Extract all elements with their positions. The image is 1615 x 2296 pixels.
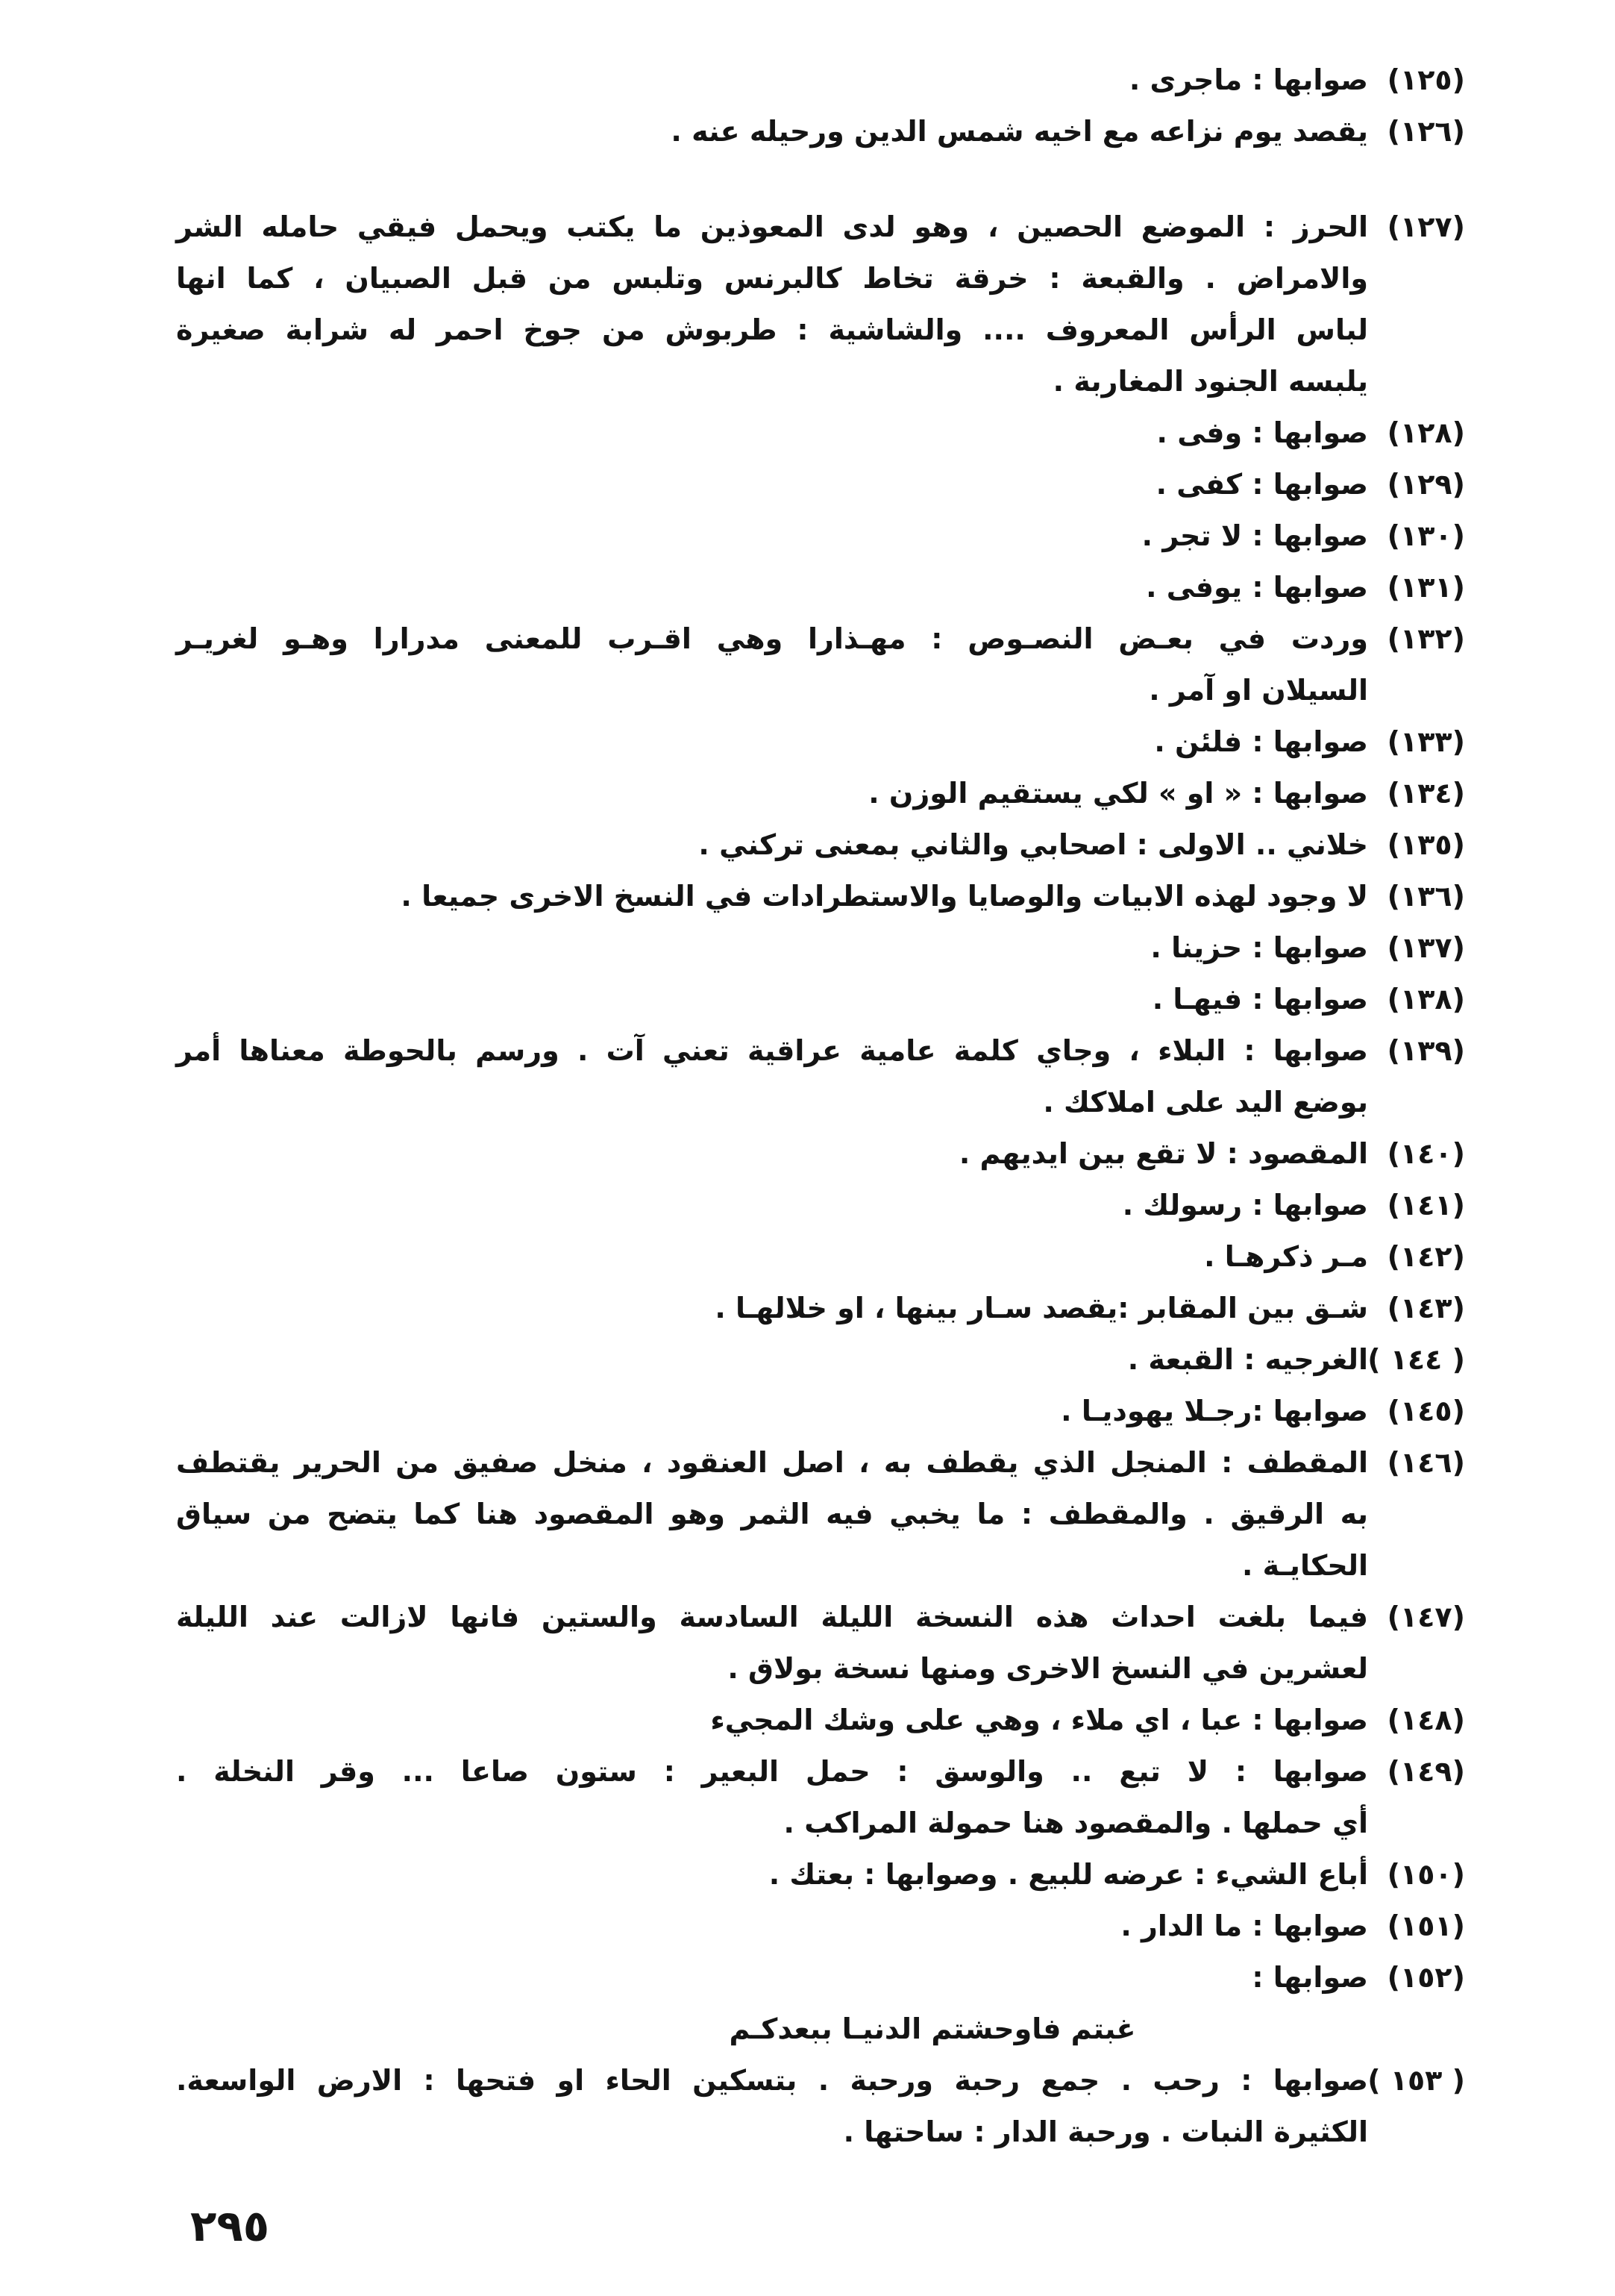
- footnote-number: (١٤٣): [1387, 1292, 1465, 1324]
- footnote-line: صوابها :: [1252, 1961, 1368, 1994]
- footnote-number: (١٣٢): [1387, 622, 1465, 655]
- footnote-text: [176, 1180, 1368, 1231]
- footnote-number: ( ١٤٤ ): [1367, 1343, 1465, 1376]
- footnote-text: [176, 201, 1368, 407]
- footnote-text: [176, 562, 1368, 613]
- footnote-152-verse: غبتم فاوحشتم الدنيـا ببعدكـم: [729, 2012, 1136, 2045]
- footnote-number: (١٢٥): [1387, 63, 1465, 96]
- footnote-line: صوابها :رجـلا يهوديـا .: [1061, 1395, 1368, 1427]
- footnote-line: الحكايـة .: [1241, 1549, 1368, 1582]
- footnote-139: [176, 1025, 1465, 1128]
- footnote-text: [176, 1334, 1368, 1386]
- footnote-number: (١٥١): [1387, 1909, 1465, 1942]
- footnote-line: السيلان او آمر .: [1149, 674, 1368, 707]
- footnote-143: [176, 1283, 1465, 1334]
- footnote-line: صوابها : فيهـا .: [1152, 983, 1368, 1016]
- footnote-132: [176, 613, 1465, 716]
- footnote-138: [176, 974, 1465, 1025]
- footnote-number: (١٢٨): [1387, 416, 1465, 449]
- footnote-127: [176, 201, 1465, 407]
- footnote-line: صوابها : ما الدار .: [1120, 1909, 1368, 1942]
- footnote-text: [176, 1231, 1368, 1283]
- footnote-153: [176, 2055, 1465, 2158]
- footnote-line: لعشرين في النسخ الاخرى ومنها نسخة بولاق .: [727, 1652, 1368, 1685]
- footnote-line: صوابها : حزينا .: [1150, 931, 1368, 964]
- footnote-text: [176, 1746, 1368, 1849]
- footnote-text: [176, 1592, 1368, 1695]
- footnote-131: [176, 562, 1465, 613]
- footnote-text: [176, 871, 1368, 922]
- footnote-130: [176, 510, 1465, 562]
- footnote-number: (١٤٥): [1387, 1395, 1465, 1427]
- page-number: ٢٩٥: [190, 2200, 270, 2251]
- footnote-142: [176, 1231, 1465, 1283]
- footnote-text: [176, 819, 1368, 871]
- footnote-line: صوابها : رسولك .: [1122, 1189, 1368, 1221]
- footnote-137: [176, 922, 1465, 974]
- footnote-text: [176, 106, 1368, 157]
- footnote-147: [176, 1592, 1465, 1695]
- footnote-line: صوابها : عبا ، اي ملاء ، وهي على وشك المجيء: [710, 1704, 1368, 1736]
- footnote-151: [176, 1901, 1465, 1952]
- footnote-number: (١٤١): [1387, 1189, 1465, 1221]
- footnote-136: [176, 871, 1465, 922]
- footnote-number: (١٣٠): [1387, 519, 1465, 552]
- footnote-text: [176, 54, 1368, 106]
- footnote-number: (١٢٦): [1387, 115, 1465, 148]
- footnote-150: [176, 1849, 1465, 1901]
- footnote-line: صوابها : البلاء ، وجاي كلمة عامية عراقية تعني آت . ورسم بالحوطة معناها أمر: [176, 1034, 1368, 1067]
- footnote-number: (١٥٠): [1387, 1858, 1465, 1891]
- footnote-number: (١٤٨): [1387, 1704, 1465, 1736]
- footnote-line: يقصد يوم نزاعه مع اخيه شمس الدين ورحيله عنه .: [671, 115, 1368, 148]
- footnote-text: [176, 1437, 1368, 1592]
- footnote-152: [176, 1952, 1465, 2003]
- footnote-number: (١٤٩): [1387, 1755, 1465, 1788]
- footnote-text: [176, 1128, 1368, 1180]
- footnote-text: [176, 1386, 1368, 1437]
- footnote-text: [176, 2055, 1368, 2158]
- footnote-line: صوابها : « او » لكي يستقيم الوزن .: [868, 777, 1368, 810]
- footnote-number: ( ١٥٣ ): [1367, 2064, 1465, 2097]
- footnote-line: به الرقيق . والمقطف : ما يخبي فيه الثمر وهو المقصود هنا كما يتضح من سياق: [176, 1498, 1368, 1530]
- footnote-140: [176, 1128, 1465, 1180]
- footnote-text: [176, 716, 1368, 768]
- footnote-text: [176, 1695, 1368, 1746]
- footnote-135: [176, 819, 1465, 871]
- footnote-line: الغرجيه : القبعة .: [1127, 1343, 1368, 1376]
- footnote-text: [176, 768, 1368, 819]
- footnote-line: الحرز : الموضع الحصين ، وهو لدى المعوذين ما يكتب ويحمل فيقي حامله الشر: [176, 210, 1368, 243]
- footnote-line: أباع الشيء : عرضه للبيع . وصوابها : بعتك .: [768, 1858, 1368, 1891]
- footnote-line: المقطف : المنجل الذي يقطف به ، اصل العنقود ، منخل صفيق من الحرير يقتطف: [176, 1446, 1368, 1479]
- footnote-text: [176, 1025, 1368, 1128]
- footnote-number: (١٥٢): [1387, 1961, 1465, 1994]
- footnote-125: [176, 54, 1465, 106]
- footnote-128: [176, 407, 1465, 459]
- footnote-146: [176, 1437, 1465, 1592]
- footnote-text: [176, 613, 1368, 716]
- footnote-text: [176, 1952, 1368, 2003]
- footnote-line: شـق بين المقابر :يقصد سـار بينها ، او خلالهـا .: [715, 1292, 1368, 1324]
- footnote-text: [176, 974, 1368, 1025]
- footnote-number: (١٤٧): [1387, 1601, 1465, 1633]
- footnote-line: صوابها : فلئن .: [1154, 725, 1368, 758]
- footnote-number: (١٣٨): [1387, 983, 1465, 1016]
- footnote-line: صوابها : يوفى .: [1146, 571, 1368, 604]
- footnote-number: (١٢٧): [1387, 210, 1465, 243]
- footnote-line: أي حملها . والمقصود هنا حمولة المراكب .: [783, 1807, 1368, 1839]
- footnote-number: (١٤٠): [1387, 1137, 1465, 1170]
- footnote-126: [176, 106, 1465, 157]
- footnote-number: (١٤٢): [1387, 1240, 1465, 1273]
- footnote-number: (١٢٩): [1387, 468, 1465, 501]
- footnote-line: صوابها : كفى .: [1155, 468, 1368, 501]
- footnote-line: صوابها : لا تبع .. والوسق : حمل البعير : ستون صاعا ... وقر النخلة .: [176, 1755, 1368, 1788]
- footnote-number: (١٣٣): [1387, 725, 1465, 758]
- footnote-line: صوابها : لا تجر .: [1141, 519, 1368, 552]
- footnote-line: فيما بلغت احداث هذه النسخة الليلة السادسة والستين فانها لازالت عند الليلة: [176, 1601, 1368, 1633]
- footnote-line: لباس الرأس المعروف .... والشاشية : طربوش من جوخ احمر له شرابة صغيرة: [176, 313, 1368, 346]
- footnote-line: المقصود : لا تقع بين ايديهم .: [959, 1137, 1368, 1170]
- footnote-text: [176, 407, 1368, 459]
- footnote-149: [176, 1746, 1465, 1849]
- footnote-line: صوابها : رحب . جمع رحبة ورحبة . بتسكين الحاء او فتحها : الارض الواسعة.: [176, 2064, 1368, 2097]
- footnote-number: (١٣٤): [1387, 777, 1465, 810]
- footnote-text: [176, 459, 1368, 510]
- footnote-141: [176, 1180, 1465, 1231]
- footnote-number: (١٣٧): [1387, 931, 1465, 964]
- footnote-line: بوضع اليد على املاكك .: [1043, 1086, 1368, 1119]
- footnote-number: (١٤٦): [1387, 1446, 1465, 1479]
- footnote-134: [176, 768, 1465, 819]
- footnote-line: مـر ذكرهـا .: [1204, 1240, 1368, 1273]
- footnote-line: لا وجود لهذه الابيات والوصايا والاستطرادات في النسخ الاخرى جميعا .: [401, 880, 1368, 913]
- footnotes-list: [176, 54, 1465, 2158]
- footnote-148: [176, 1695, 1465, 1746]
- footnote-line: الكثيرة النبات . ورحبة الدار : ساحتها .: [843, 2115, 1368, 2148]
- footnote-line: والامراض . والقبعة : خرقة تخاط كالبرنس وتلبس من قبل الصبيان ، كما انها: [176, 262, 1368, 295]
- footnote-text: [176, 1283, 1368, 1334]
- footnote-129: [176, 459, 1465, 510]
- footnote-text: [176, 510, 1368, 562]
- footnote-144: [176, 1334, 1465, 1386]
- footnote-number: (١٣١): [1387, 571, 1465, 604]
- footnote-text: [176, 1849, 1368, 1901]
- footnote-line: صوابها : ماجرى .: [1129, 63, 1368, 96]
- footnote-133: [176, 716, 1465, 768]
- footnote-text: [176, 922, 1368, 974]
- footnote-number: (١٣٦): [1387, 880, 1465, 913]
- footnote-line: صوابها : وفى .: [1156, 416, 1368, 449]
- footnote-text: [176, 1901, 1368, 1952]
- footnote-line: وردت في بعـض النصـوص : مهـذارا وهي اقـرب للمعنى مدرارا وهـو لغريـر: [176, 622, 1368, 655]
- footnote-number: (١٣٥): [1387, 828, 1465, 861]
- footnote-145: [176, 1386, 1465, 1437]
- footnote-number: (١٣٩): [1387, 1034, 1465, 1067]
- footnote-line: خلاني .. الاولى : اصحابي والثاني بمعنى تركني .: [698, 828, 1368, 861]
- footnote-line: يلبسه الجنود المغاربة .: [1053, 365, 1368, 398]
